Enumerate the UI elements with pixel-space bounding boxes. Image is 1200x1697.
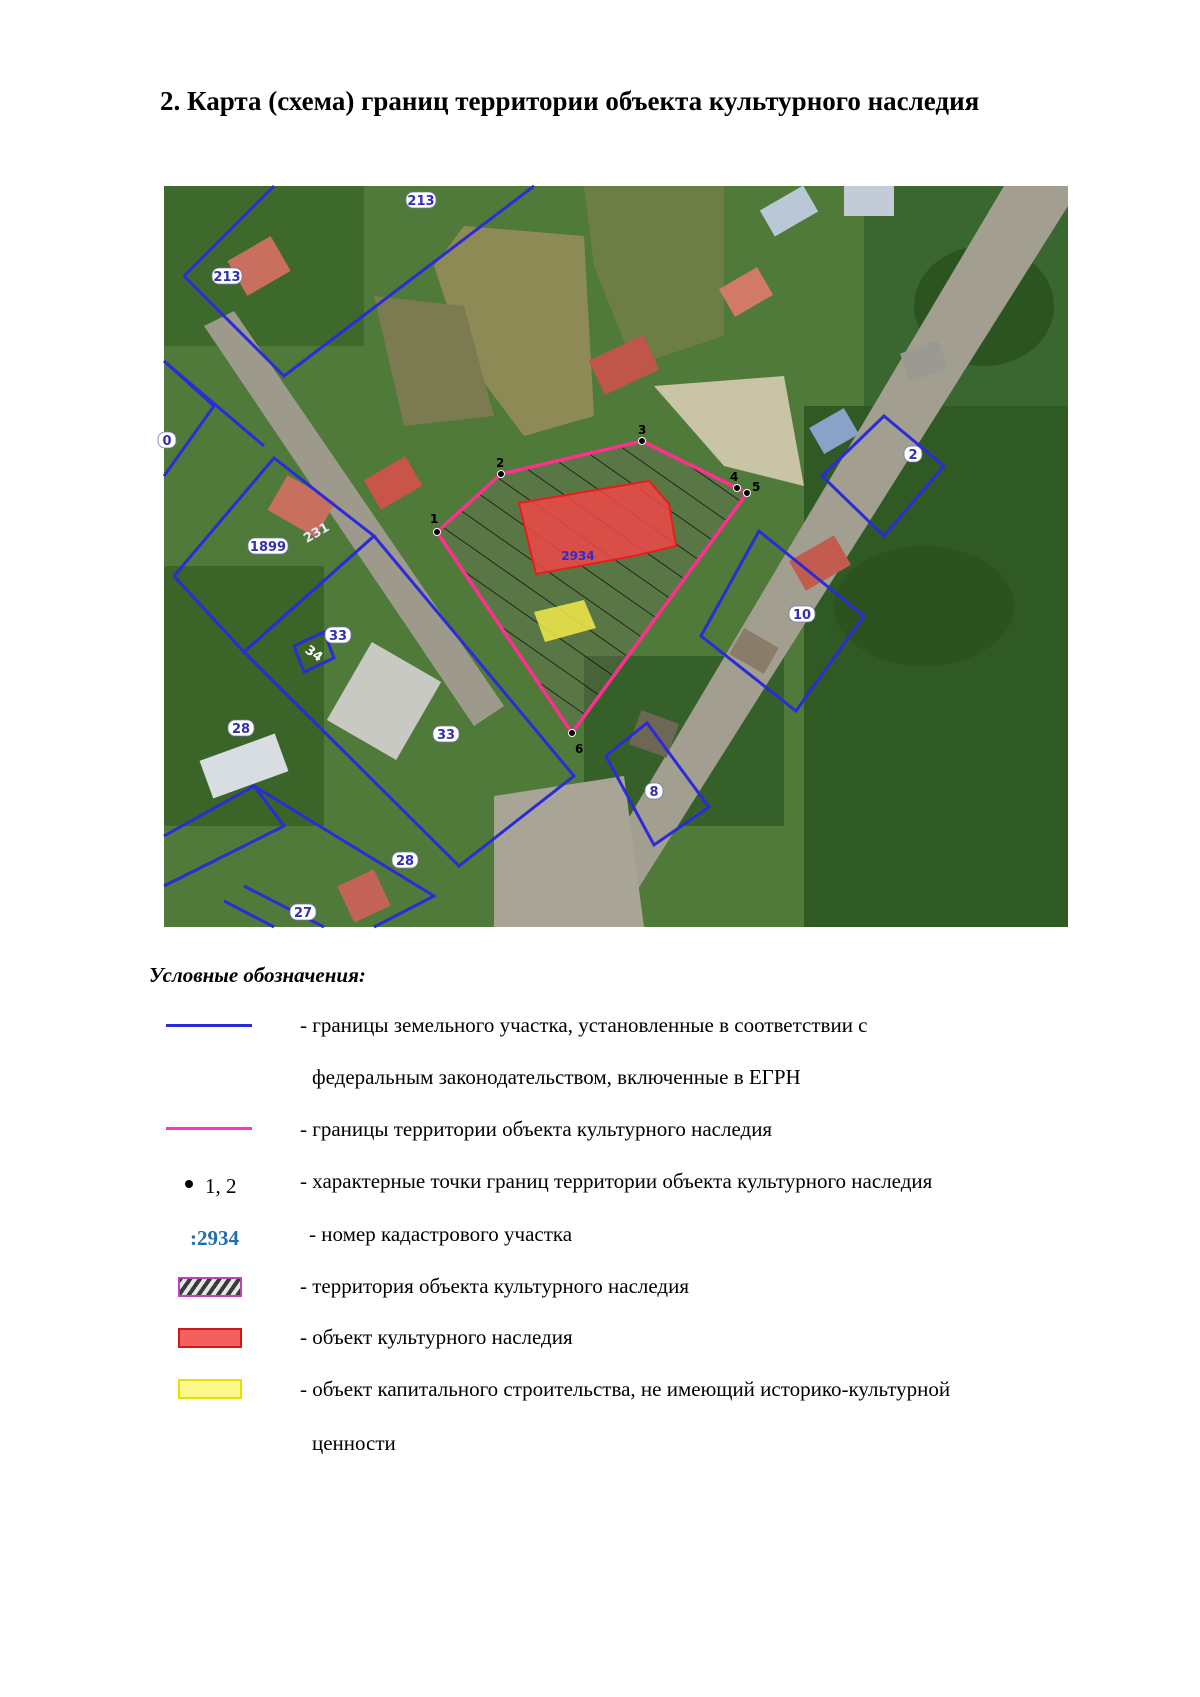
parcel-label-text: 33 bbox=[436, 728, 456, 743]
legend-hatched-swatch bbox=[178, 1277, 242, 1297]
parcel-label bbox=[406, 192, 436, 209]
parcel-label bbox=[248, 538, 288, 555]
parcel-label-text: 213 bbox=[213, 270, 241, 285]
parcel-label bbox=[158, 432, 176, 449]
legend-red-swatch bbox=[178, 1328, 242, 1348]
parcel-label-text: 10 bbox=[792, 608, 812, 623]
parcel-label-text: 28 bbox=[231, 722, 251, 737]
parcel-label-text: 34 bbox=[301, 642, 326, 666]
boundary-point[interactable] bbox=[638, 423, 646, 445]
parcel-label-text: 2 bbox=[908, 448, 918, 463]
parcel-label-text: 28 bbox=[395, 854, 415, 869]
parcel-label bbox=[325, 627, 351, 644]
boundary-point-label: 5 bbox=[752, 480, 761, 494]
cadastral-map[interactable] bbox=[164, 186, 1068, 927]
legend-item-text: - территория объекта культурного наследия bbox=[300, 1274, 690, 1298]
parcel-label-text: 2934 bbox=[561, 549, 595, 563]
legend-heading: Условные обозначения: bbox=[149, 963, 366, 987]
legend-point-symbol bbox=[185, 1174, 237, 1199]
legend-item-text: - номер кадастрового участка bbox=[309, 1222, 573, 1246]
parcel-label-text: 27 bbox=[293, 906, 313, 921]
legend-item-text-continued: федеральным законодательством, включенные в ЕГРН bbox=[312, 1065, 801, 1089]
parcel-label bbox=[645, 783, 663, 800]
boundary-point-label: 6 bbox=[575, 742, 584, 756]
parcel-label-text: 0 bbox=[162, 434, 172, 449]
legend-cadastral-number-symbol: :2934 bbox=[190, 1226, 239, 1250]
parcel-label bbox=[789, 606, 815, 623]
parcel-label bbox=[290, 904, 316, 921]
boundary-point-label: 2 bbox=[496, 456, 505, 470]
boundary-point-label: 1 bbox=[430, 512, 439, 526]
legend-pink-line-symbol bbox=[166, 1127, 252, 1130]
cadastral-number-label bbox=[561, 549, 594, 563]
parcel-label bbox=[212, 268, 242, 285]
boundary-point-label: 3 bbox=[638, 423, 647, 437]
parcel-label bbox=[433, 726, 459, 743]
parcel-label bbox=[228, 720, 254, 737]
parcel-label-text: 8 bbox=[649, 785, 659, 800]
boundary-point[interactable] bbox=[496, 456, 505, 478]
parcel-label bbox=[904, 446, 922, 463]
legend-item-text: - объект капитального строительства, не имеющий историко-культурной bbox=[300, 1377, 951, 1401]
legend-item-text: - границы земельного участка, установленные в соответствии с bbox=[300, 1013, 868, 1037]
parcel-label-text: 231 bbox=[301, 520, 333, 547]
legend-item-text: - характерные точки границ территории объекта культурного наследия bbox=[300, 1169, 933, 1193]
point-dot-icon bbox=[185, 1180, 193, 1188]
legend-item-text: - объект культурного наследия bbox=[300, 1325, 573, 1349]
legend-item-text: - границы территории объекта культурного наследия bbox=[300, 1117, 773, 1141]
boundary-point-label: 4 bbox=[730, 470, 739, 484]
parcel-label bbox=[392, 852, 418, 869]
legend-point-symbol-text: 1, 2 bbox=[205, 1174, 237, 1198]
legend-yellow-swatch bbox=[178, 1379, 242, 1399]
parcel-label-text: 213 bbox=[407, 194, 435, 209]
parcel-label-text: 33 bbox=[328, 629, 348, 644]
legend-blue-line-symbol bbox=[166, 1024, 252, 1027]
page-title: 2. Карта (схема) границ территории объекта культурного наследия bbox=[160, 86, 980, 116]
legend-item-text-continued: ценности bbox=[312, 1431, 396, 1455]
parcel-label-text: 1899 bbox=[249, 540, 287, 555]
